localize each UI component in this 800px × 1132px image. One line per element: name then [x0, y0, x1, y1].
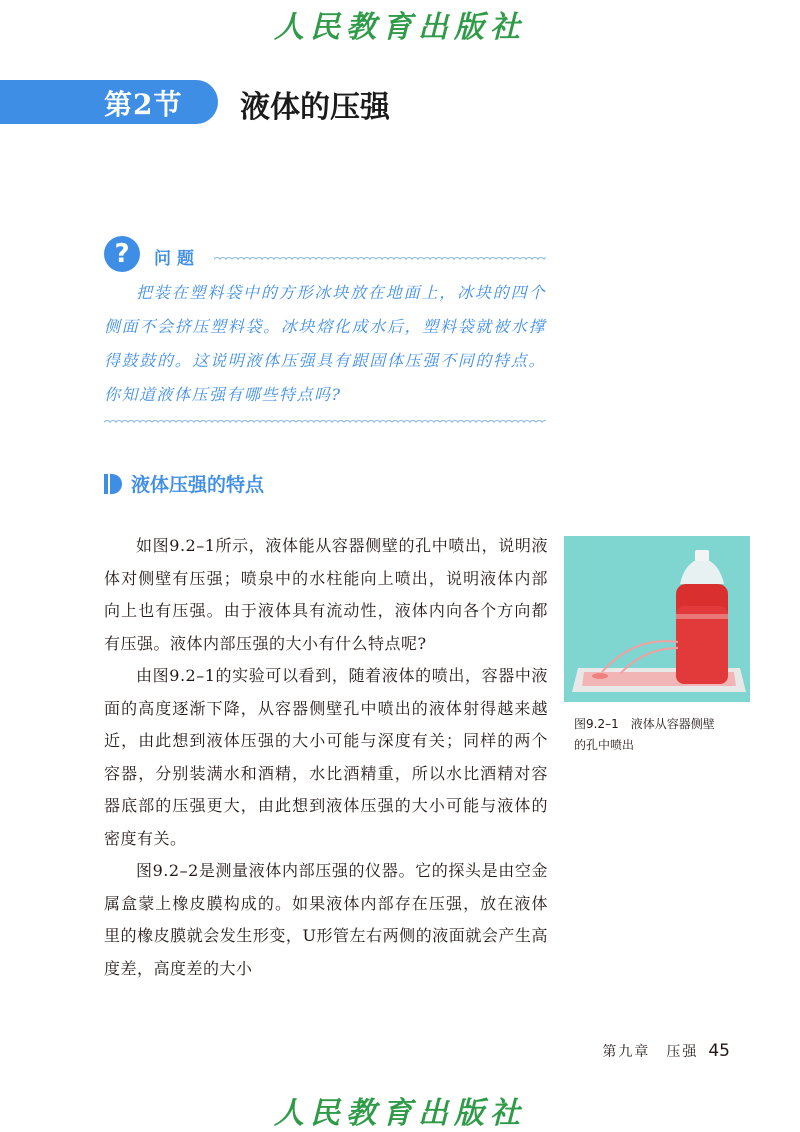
subsection-marker-icon	[104, 474, 122, 494]
publisher-watermark-bottom: 人民教育出版社	[274, 1096, 526, 1131]
section-number-tab	[0, 80, 218, 124]
body-text	[104, 530, 548, 985]
wavy-divider-bottom	[104, 416, 546, 424]
question-text: 把装在塑料袋中的方形冰块放在地面上，冰块的四个侧面不会挤压塑料袋。冰块熔化成水后，塑料袋就被水撑得鼓鼓的。这说明液体压强具有跟固体压强不同的特点。你知道液体压强有哪些特点吗?	[104, 283, 546, 404]
paragraph-1: 如图9.2–1所示，液体能从容器侧壁的孔中喷出，说明液体对侧壁有压强；喷泉中的水柱能向上喷出，说明液体内部向上也有压强。由于液体具有流动性，液体内向各个方向都有压强。液体内部压强的大小有什么特点呢?	[104, 536, 548, 653]
figure-caption-line-1: 图9.2–1 液体从容器侧壁	[574, 717, 715, 731]
question-icon: ?	[104, 236, 140, 272]
chapter-label: 第九章 压强	[602, 1044, 699, 1060]
paragraph-3: 图9.2–2是测量液体内部压强的仪器。它的探头是由空金属盒蒙上橡皮膜构成的。如果液体内部存在压强，放在液体里的橡皮膜就会发生形变，U形管左右两侧的液面就会产生高度差，高度差的大小	[104, 861, 548, 978]
publisher-watermark-top: 人民教育出版社	[274, 10, 526, 45]
figure-caption-line-2: 的孔中喷出	[574, 738, 635, 752]
bottle-illustration	[564, 536, 750, 702]
wavy-divider-top	[214, 253, 546, 261]
subsection-title: 液体压强的特点	[131, 474, 265, 496]
page-footer	[602, 1041, 730, 1061]
page-number: 45	[708, 1041, 730, 1061]
section-title: 液体的压强	[240, 90, 390, 125]
paragraph-2: 由图9.2–1的实验可以看到，随着液体的喷出，容器中液面的高度逐渐下降，从容器侧壁孔中喷出的液体射得越来越近，由此想到液体压强的大小可能与深度有关；同样的两个容器，分别装满水和酒精，水比酒精重，所以水比酒精对容器底部的压强更大，由此想到液体压强的大小可能与液体的密度有关。	[104, 666, 548, 848]
section-number: 第2节	[104, 88, 183, 121]
figure-caption	[574, 714, 760, 756]
figure-bottle-photo	[564, 536, 750, 702]
question-label: 问题	[154, 249, 200, 269]
